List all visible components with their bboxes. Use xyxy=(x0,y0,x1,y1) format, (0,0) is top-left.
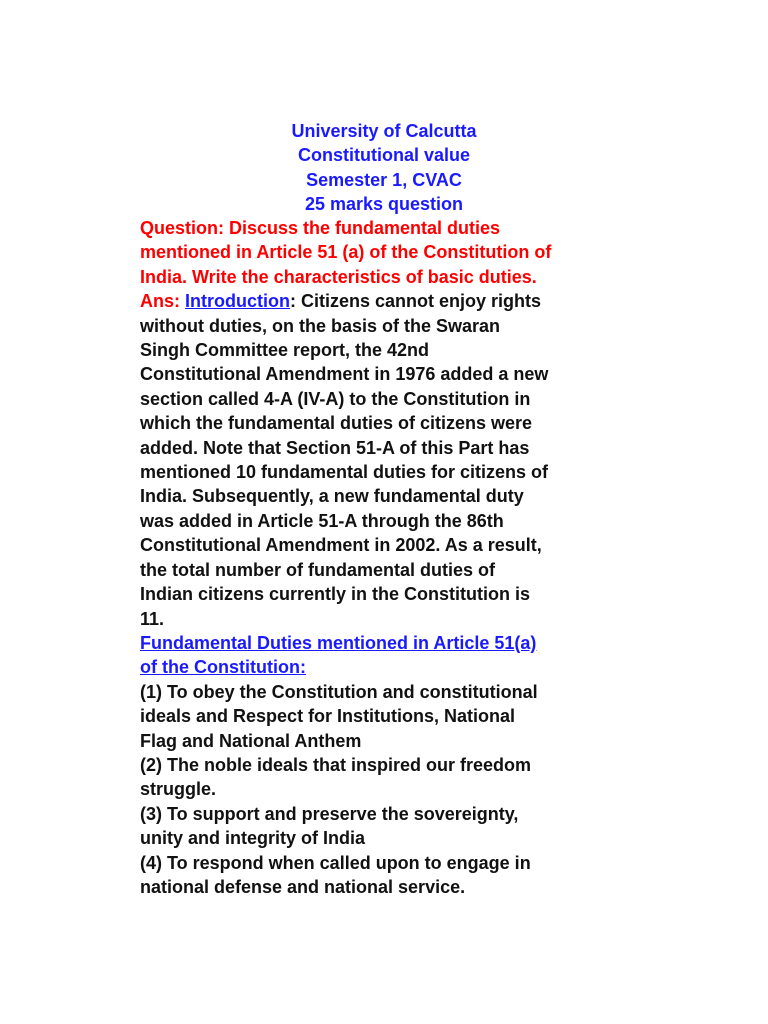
duty-line: (2) The noble ideals that inspired our freedom xyxy=(140,754,532,775)
answer-line: was added in Article 51-A through the 86th xyxy=(140,510,504,531)
duty-line: (1) To obey the Constitution and constitutional xyxy=(140,681,538,702)
answer-block xyxy=(140,289,640,631)
duty-line: (3) To support and preserve the sovereignty, xyxy=(140,803,519,824)
duty-line: Flag and National Anthem xyxy=(140,730,362,751)
answer-line: India. Subsequently, a new fundamental duty xyxy=(140,486,524,507)
answer-line: section called 4-A (IV-A) to the Constitution in xyxy=(140,388,531,409)
answer-line: Singh Committee report, the 42nd xyxy=(140,340,430,361)
university-title: University of Calcutta xyxy=(291,121,477,141)
document-header xyxy=(0,119,768,217)
duty-line: unity and integrity of India xyxy=(140,828,365,849)
answer-line: Constitutional Amendment in 1976 added a new xyxy=(140,364,549,385)
answer-line: 11. xyxy=(140,608,165,629)
duty-line: struggle. xyxy=(140,779,217,800)
question-block xyxy=(140,216,640,289)
question-line: mentioned in Article 51 (a) of the Constitution of xyxy=(140,242,552,263)
answer-line: added. Note that Section 51-A of this Part has xyxy=(140,437,530,458)
duties-heading-link[interactable]: of the Constitution: xyxy=(140,657,306,678)
duties-section xyxy=(140,631,640,899)
question-line: Question: Discuss the fundamental duties xyxy=(140,218,501,238)
answer-line: which the fundamental duties of citizens were xyxy=(140,413,533,434)
answer-first-line xyxy=(140,289,640,313)
subject-title: Constitutional value xyxy=(297,145,470,166)
answer-line: Indian citizens currently in the Constitution is xyxy=(140,584,531,605)
duty-line: ideals and Respect for Institutions, National xyxy=(140,706,516,727)
answer-line: the total number of fundamental duties of xyxy=(140,559,495,580)
document-body xyxy=(140,216,640,899)
duty-line: (4) To respond when called upon to engage in xyxy=(140,852,531,873)
duties-heading-link[interactable]: Fundamental Duties mentioned in Article 51(a) xyxy=(140,632,537,653)
question-line: India. Write the characteristics of basic duties. xyxy=(140,266,537,287)
answer-line: without duties, on the basis of the Swaran xyxy=(140,315,501,336)
answer-intro-text: : Citizens cannot enjoy rights xyxy=(289,291,542,312)
answer-line: mentioned 10 fundamental duties for citizens of xyxy=(140,462,549,483)
introduction-link[interactable]: Introduction xyxy=(185,291,290,312)
semester-label: Semester 1, CVAC xyxy=(306,169,462,190)
marks-label: 25 marks question xyxy=(304,194,464,215)
answer-line: Constitutional Amendment in 2002. As a result, xyxy=(140,535,542,556)
duty-line: national defense and national service. xyxy=(140,876,466,897)
answer-prefix: Ans: xyxy=(140,291,185,312)
